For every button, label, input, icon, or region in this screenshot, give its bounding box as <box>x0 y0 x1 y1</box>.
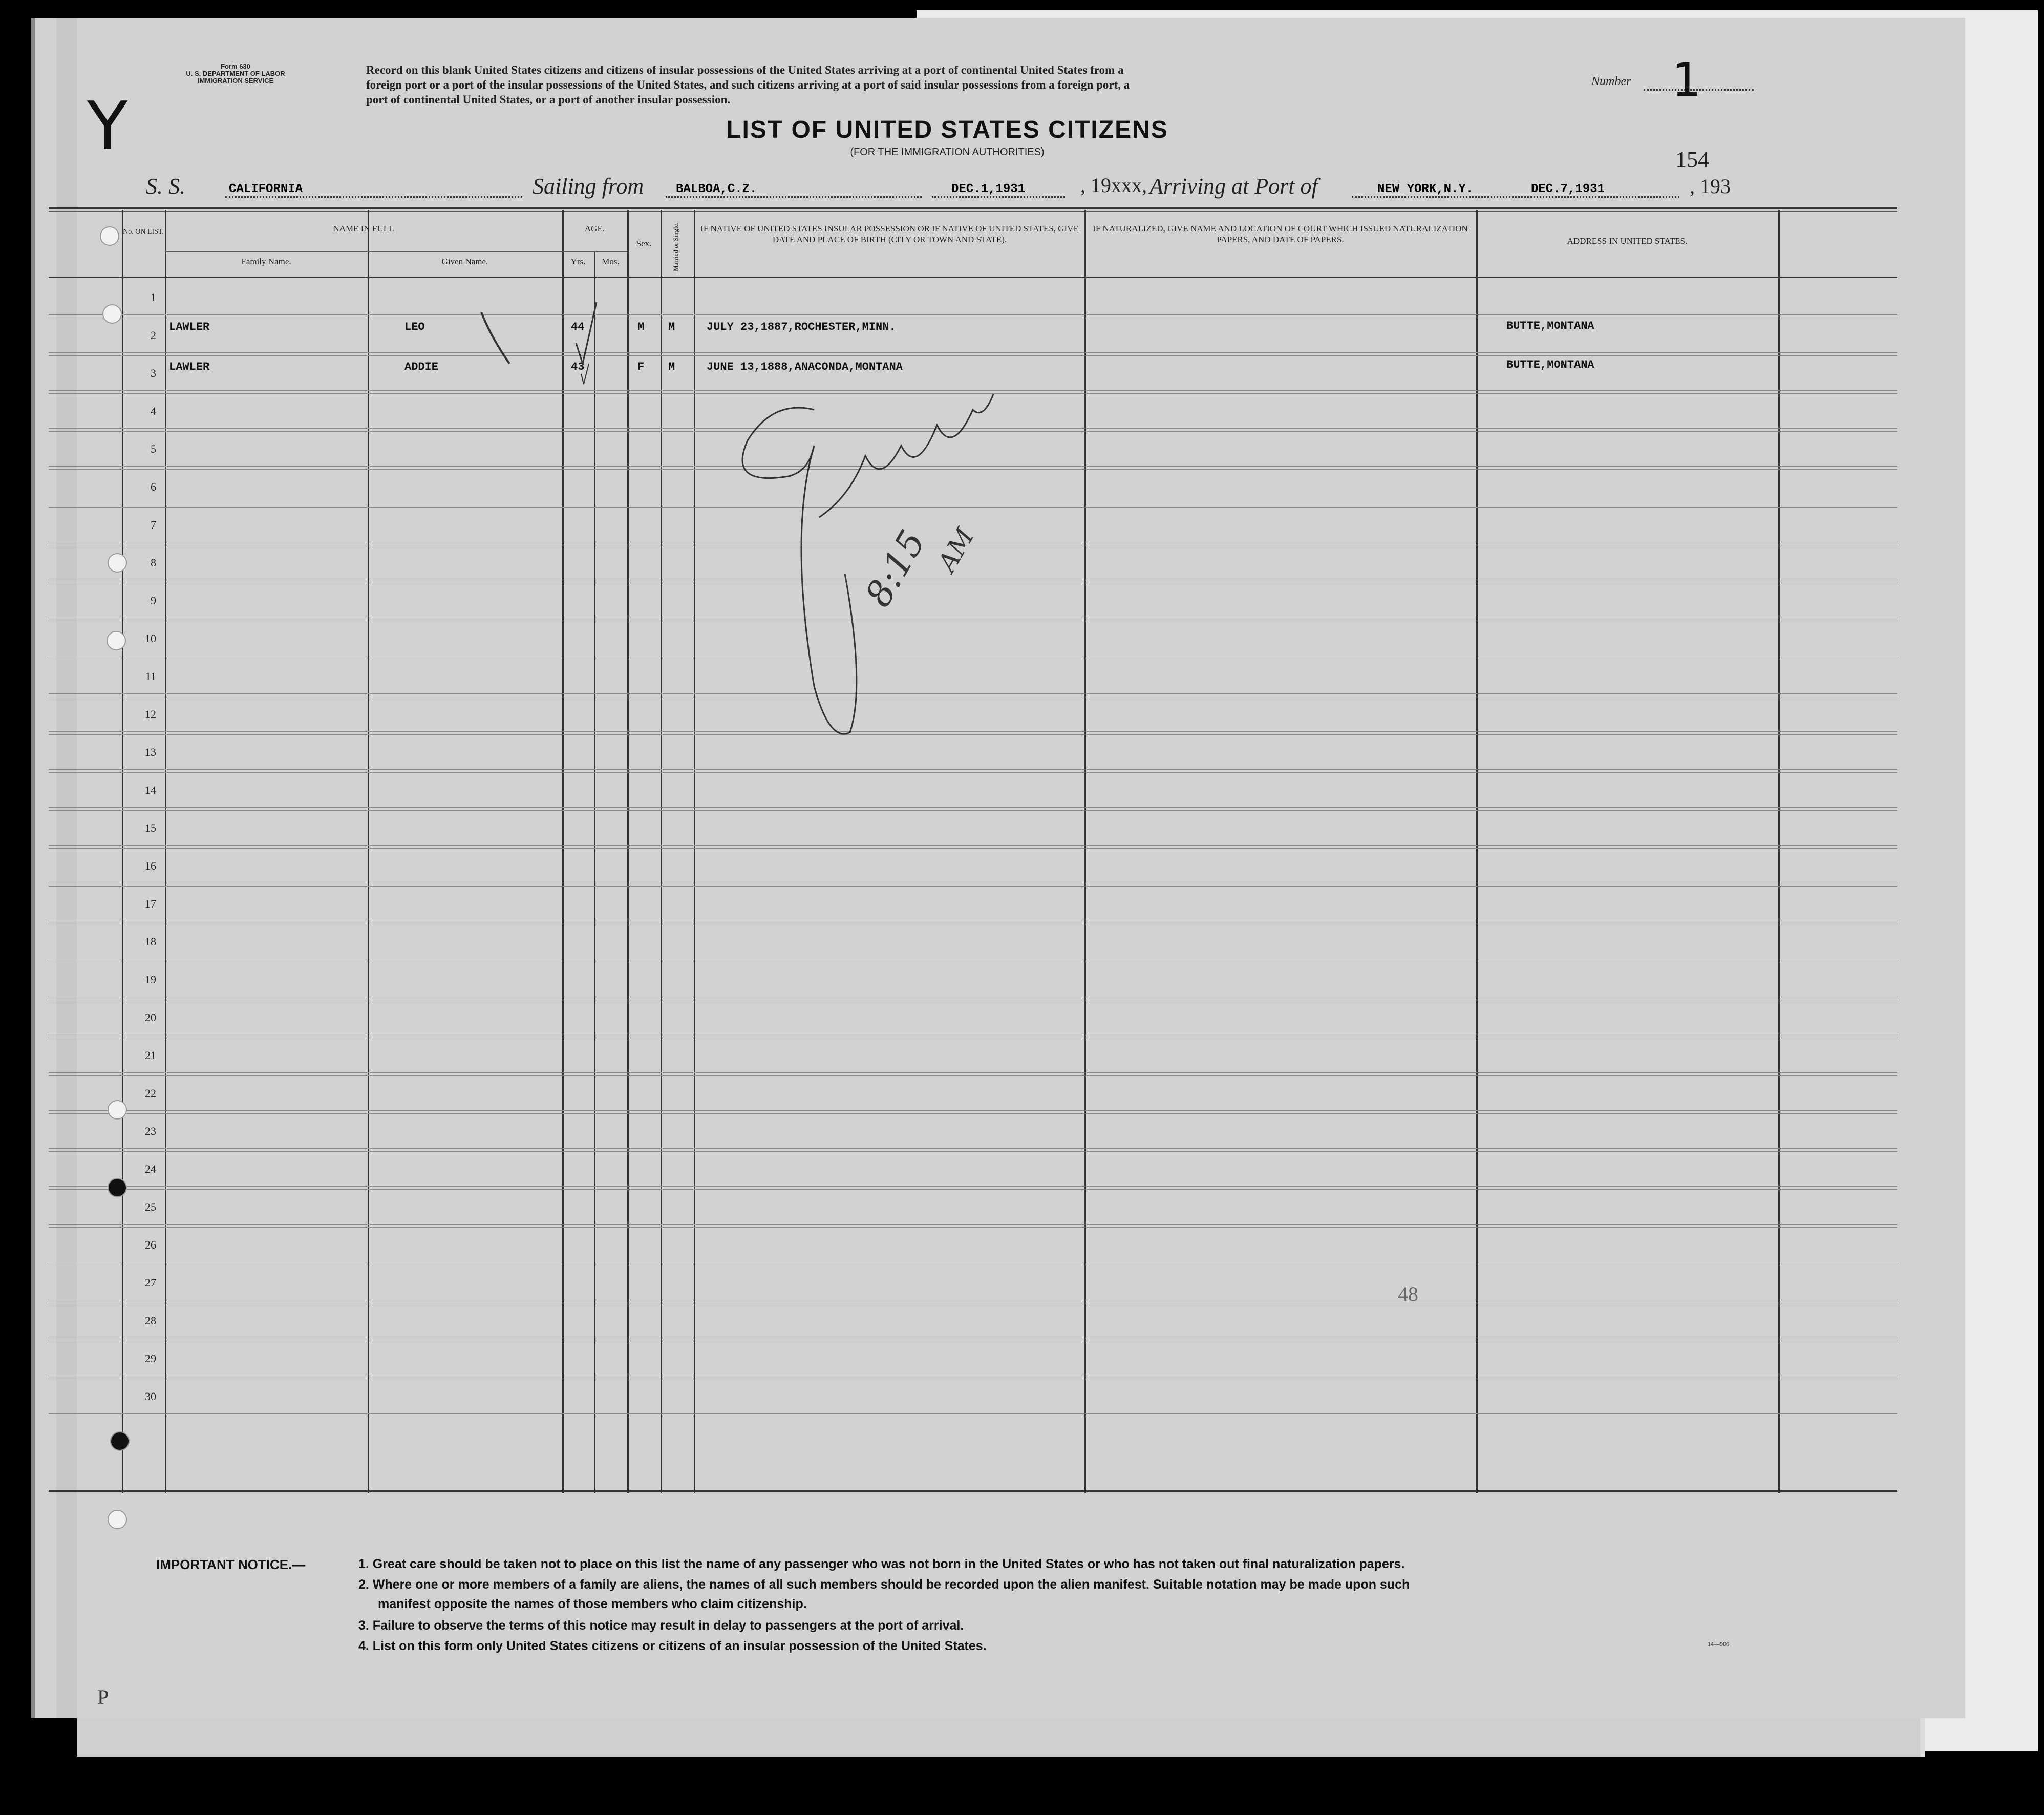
arriving-label: Arriving at Port of <box>1149 174 1318 199</box>
binder-hole <box>100 226 119 246</box>
table-bottom-rule <box>49 1490 1897 1492</box>
row1-birth: JULY 23,1887,ROCHESTER,MINN. <box>707 321 896 333</box>
header-yrs: Yrs. <box>570 257 586 266</box>
row-number: 6 <box>151 480 156 493</box>
row-number: 17 <box>145 897 156 910</box>
row2-yrs: 43 <box>571 361 585 373</box>
row-line <box>49 1072 1897 1073</box>
row-line <box>49 1413 1897 1414</box>
header-family-name: Family Name. <box>241 257 291 266</box>
sailing-label: Sailing from <box>533 174 644 199</box>
binder-hole <box>108 1178 127 1197</box>
instruction-line: Record on this blank United States citizens and citizens of insular possessions of the United States arriving at a port of continental United States from a <box>366 64 1124 76</box>
row-number: 2 <box>151 329 156 342</box>
notice-code: 14—906 <box>1708 1640 1729 1648</box>
row2-family: LAWLER <box>169 361 210 373</box>
col-rule <box>594 251 595 1493</box>
notice-item: manifest opposite the names of those members who claim citizenship. <box>378 1597 807 1611</box>
row-number: 8 <box>151 556 156 569</box>
header-bottom-rule <box>49 277 1897 278</box>
form-number: Form 630 <box>221 62 250 70</box>
binder-hole <box>108 1100 127 1120</box>
row-number: 25 <box>145 1200 156 1213</box>
row-number: 30 <box>145 1390 156 1403</box>
page-subtitle: (FOR THE IMMIGRATION AUTHORITIES) <box>850 146 1045 158</box>
header-married: Married or Single. <box>672 222 679 271</box>
col-rule <box>368 210 369 1493</box>
row-number: 15 <box>145 821 156 834</box>
binder-hole <box>102 304 122 324</box>
col-rule <box>627 210 629 1493</box>
row2-ms: M <box>668 361 675 373</box>
row-number: 13 <box>145 746 156 758</box>
row-number: 22 <box>145 1087 156 1100</box>
row-number: 3 <box>151 367 156 379</box>
header-sex: Sex. <box>636 239 652 248</box>
row2-birth: JUNE 13,1888,ANACONDA,MONTANA <box>707 361 903 373</box>
row-number: 24 <box>145 1163 156 1175</box>
sailing-line <box>666 196 922 198</box>
checkmark-pencil <box>461 292 666 394</box>
row1-yrs: 44 <box>571 321 585 333</box>
pencil-number: 48 <box>1398 1282 1418 1305</box>
row-line <box>49 314 1897 315</box>
header-given-name: Given Name. <box>441 257 488 266</box>
header-rule <box>49 207 1897 209</box>
header-birth: IF NATIVE OF UNITED STATES INSULAR POSSESSION OR IF NATIVE OF UNITED STATES, GIVE DATE AND PLACE OF BIRTH (CITY OR TOWN AND STATE). <box>700 224 1079 244</box>
notice-item: 4. List on this form only United States citizens or citizens of an insular possession of the United States. <box>358 1639 987 1653</box>
row-line <box>49 845 1897 846</box>
header-no: No. ON LIST. <box>123 228 164 236</box>
row1-ms: M <box>668 321 675 333</box>
row-line <box>49 352 1897 353</box>
row-line <box>49 807 1897 808</box>
binding-strip <box>56 18 77 1718</box>
row-line-double <box>49 1189 1897 1190</box>
page-title: LIST OF UNITED STATES CITIZENS <box>726 116 1168 143</box>
row-line-double <box>49 810 1897 811</box>
manifest-sheet <box>31 18 1965 1718</box>
arrival-date: DEC.7,1931 <box>1531 182 1605 196</box>
row-number: 16 <box>145 859 156 872</box>
margin-mark: Y <box>87 87 128 165</box>
header-subrule <box>165 251 594 252</box>
row-number: 12 <box>145 708 156 721</box>
row-line-double <box>49 1227 1897 1228</box>
departure-year: , 19xxx, <box>1080 174 1147 197</box>
row-line <box>49 1110 1897 1111</box>
col-rule <box>165 210 166 1493</box>
signature-ampm: AM <box>932 523 981 577</box>
row-line-double <box>49 772 1897 773</box>
ship-line <box>225 196 522 198</box>
number-value: 1 <box>1672 53 1701 107</box>
col-rule <box>562 210 564 1493</box>
notice-item: 2. Where one or more members of a family are aliens, the names of all such members should be recorded upon the alien manifest. Suitable notation may be made upon such <box>358 1577 1410 1592</box>
number-label: Number <box>1591 75 1631 88</box>
col-rule <box>694 210 695 1493</box>
row-number: 9 <box>151 594 156 607</box>
row-number: 4 <box>151 405 156 417</box>
form-id-block <box>154 63 317 85</box>
arrival-line <box>1352 196 1679 198</box>
row-number: 1 <box>151 291 156 304</box>
row-line <box>49 1224 1897 1225</box>
row1-given: LEO <box>404 321 425 333</box>
col-rule <box>1476 210 1478 1493</box>
row2-address: BUTTE,MONTANA <box>1506 358 1594 371</box>
handwritten-signature <box>696 379 1055 768</box>
row1-address: BUTTE,MONTANA <box>1506 320 1594 332</box>
row-number: 10 <box>145 632 156 645</box>
row2-sex: F <box>637 361 645 373</box>
row-line <box>49 1186 1897 1187</box>
header-address: ADDRESS IN UNITED STATES. <box>1567 236 1688 246</box>
header-subrule <box>562 251 627 252</box>
header-age: AGE. <box>584 224 605 234</box>
row-number: 29 <box>145 1352 156 1365</box>
row-line-double <box>49 1113 1897 1114</box>
row-number: 11 <box>145 670 156 683</box>
row-number: 21 <box>145 1049 156 1062</box>
header-mos: Mos. <box>602 257 620 266</box>
arrival-port: NEW YORK,N.Y. <box>1377 182 1474 196</box>
arrival-year: , 193 <box>1690 175 1731 198</box>
form-instructions <box>366 62 1518 107</box>
row2-given: ADDIE <box>404 361 439 373</box>
row-number: 28 <box>145 1314 156 1327</box>
binder-hole <box>110 1431 130 1451</box>
row1-sex: M <box>637 321 645 333</box>
instruction-line: foreign port or a port of the insular possessions of the United States, and such citizens arriving at a port of said insular possessions from a foreign port, a <box>366 78 1130 91</box>
row-number: 20 <box>145 1011 156 1024</box>
notice-title: IMPORTANT NOTICE.— <box>156 1557 306 1572</box>
corner-mark: P <box>97 1685 109 1708</box>
service: IMMIGRATION SERVICE <box>197 77 274 85</box>
departure-port: BALBOA,C.Z. <box>676 182 757 196</box>
row-line-double <box>49 1151 1897 1152</box>
row-number: 14 <box>145 784 156 796</box>
row-number: 27 <box>145 1276 156 1289</box>
row-number: 18 <box>145 935 156 948</box>
header-naturalized: IF NATURALIZED, GIVE NAME AND LOCATION OF COURT WHICH ISSUED NATURALIZATION PAPERS, AND DATE OF PAPERS. <box>1093 224 1468 244</box>
ship-name: CALIFORNIA <box>229 182 303 196</box>
page-reference: 154 <box>1675 147 1709 172</box>
header-name-in-full: NAME IN FULL <box>333 224 394 234</box>
department: U. S. DEPARTMENT OF LABOR <box>186 70 285 77</box>
binder-hole <box>108 1510 127 1529</box>
col-rule <box>1778 210 1780 1493</box>
row-line <box>49 1148 1897 1149</box>
row-number: 23 <box>145 1125 156 1137</box>
binder-hole <box>107 631 126 650</box>
notice-item: 3. Failure to observe the terms of this notice may result in delay to passengers at the port of arrival. <box>358 1618 964 1633</box>
row-line-double <box>49 886 1897 887</box>
row-line-double <box>49 355 1897 356</box>
notice-item: 1. Great care should be taken not to place on this list the name of any passenger who was not born in the United States or who has not taken out final naturalization papers. <box>358 1557 1405 1571</box>
departure-date: DEC.1,1931 <box>951 182 1026 196</box>
row-line <box>49 769 1897 770</box>
row-number: 19 <box>145 973 156 986</box>
binder-hole <box>108 553 127 573</box>
col-rule <box>661 210 662 1493</box>
col-rule <box>1084 210 1086 1493</box>
row-line-double <box>49 1075 1897 1076</box>
row-number: 5 <box>151 442 156 455</box>
signature-time: 8:15 <box>857 523 934 614</box>
col-rule <box>122 210 123 1493</box>
row-number: 7 <box>151 518 156 531</box>
departure-line <box>932 196 1065 198</box>
header-rule-thin <box>49 211 1897 212</box>
ss-label: S. S. <box>146 174 185 199</box>
row-number: 26 <box>145 1238 156 1251</box>
row-line-double <box>49 848 1897 849</box>
row1-family: LAWLER <box>169 321 210 333</box>
instruction-line: port of continental United States, or a port of another insular possession. <box>366 93 731 106</box>
